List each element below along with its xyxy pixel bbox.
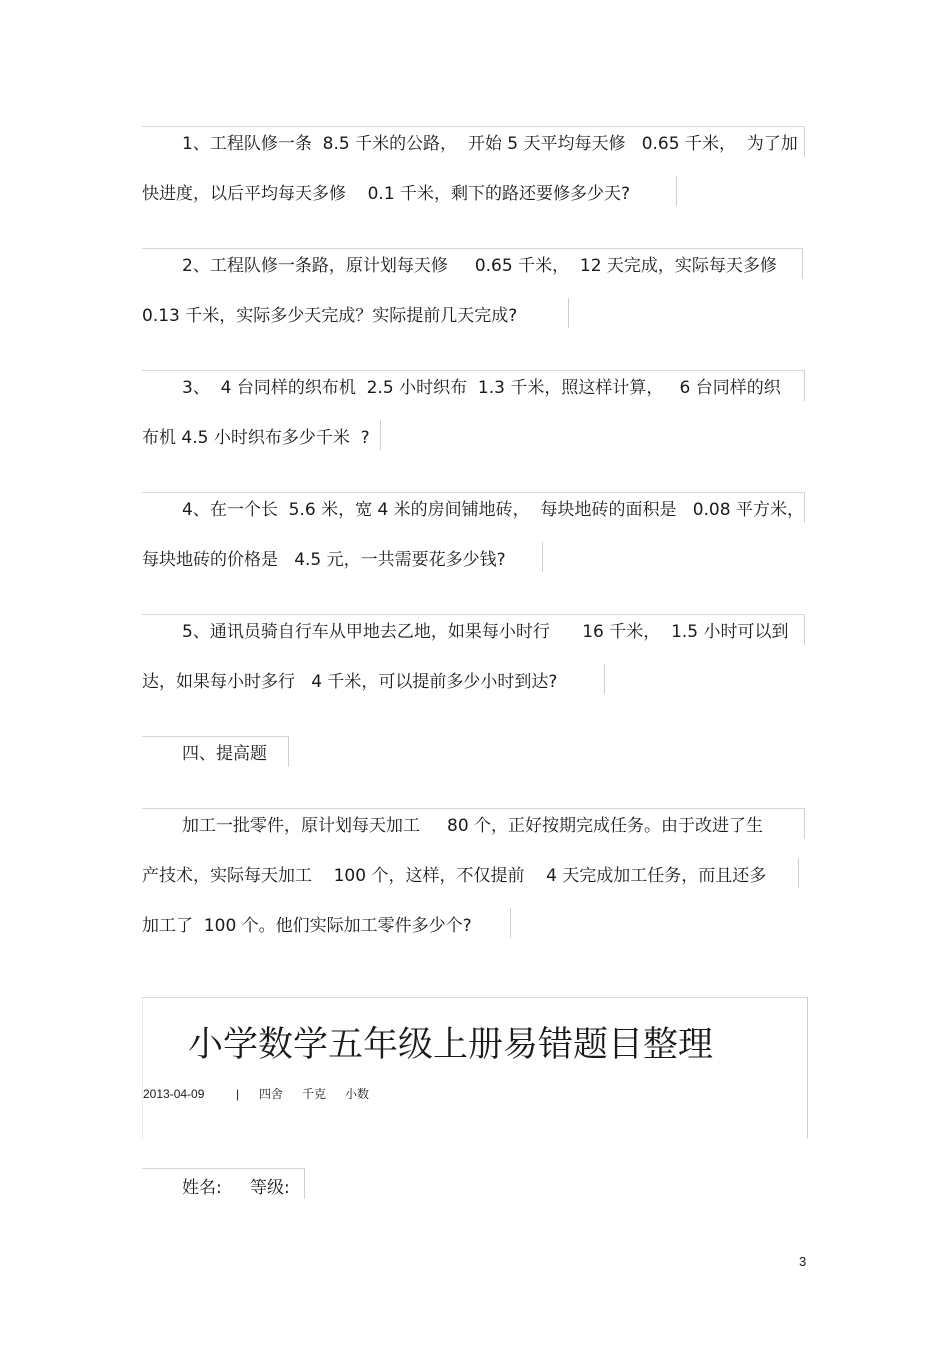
tag-link[interactable]: 小数 xyxy=(345,1087,370,1101)
advanced-line-3: 加工了 100 个。他们实际加工零件多少个? xyxy=(142,916,472,936)
tag-link[interactable]: 千克 xyxy=(302,1087,327,1101)
page-number: 3 xyxy=(799,1254,807,1269)
problem-5-line-2: 达，如果每小时多行 4 千米，可以提前多少小时到达? xyxy=(142,672,558,692)
problem-3-line-1: 3、 4 台同样的织布机 2.5 小时织布 1.3 千米，照这样计算， 6 台同样的织 xyxy=(182,378,781,398)
advanced-line-2: 产技术，实际每天加工 100 个，这样，不仅提前 4 天完成加工任务，而且还多 xyxy=(142,866,767,886)
problem-3-line-2: 布机 4.5 小时织布多少千米 ? xyxy=(142,428,370,448)
article-date: 2013-04-09 xyxy=(143,1087,205,1101)
section-heading: 四、提高题 xyxy=(182,744,267,764)
problem-4-line-1: 4、在一个长 5.6 米，宽 4 米的房间铺地砖， 每块地砖的面积是 0.08 平方米， xyxy=(182,500,804,520)
article-title: 小学数学五年级上册易错题目整理 xyxy=(188,1025,714,1065)
grade-label: 等级: xyxy=(250,1178,290,1198)
advanced-line-1: 加工一批零件，原计划每天加工 80 个，正好按期完成任务。由于改进了生 xyxy=(182,816,764,836)
problem-1-line-2: 快进度，以后平均每天多修 0.1 千米，剩下的路还要修多少天? xyxy=(142,184,631,204)
problem-2-line-1: 2、工程队修一条路，原计划每天修 0.65 千米， 12 天完成，实际每天多修 xyxy=(182,256,777,276)
problem-5-line-1: 5、通讯员骑自行车从甲地去乙地，如果每小时行 16 千米， 1.5 小时可以到 xyxy=(182,622,789,642)
name-label: 姓名: xyxy=(182,1178,222,1198)
meta-separator: | xyxy=(236,1087,240,1101)
problem-2-line-2: 0.13 千米，实际多少天完成？实际提前几天完成? xyxy=(142,306,518,326)
problem-1-line-1: 1、工程队修一条 8.5 千米的公路， 开始 5 天平均每天修 0.65 千米， 为了加 xyxy=(182,134,798,154)
problem-4-line-2: 每块地砖的价格是 4.5 元，一共需要花多少钱? xyxy=(142,550,506,570)
tag-link[interactable]: 四舍 xyxy=(259,1087,284,1101)
